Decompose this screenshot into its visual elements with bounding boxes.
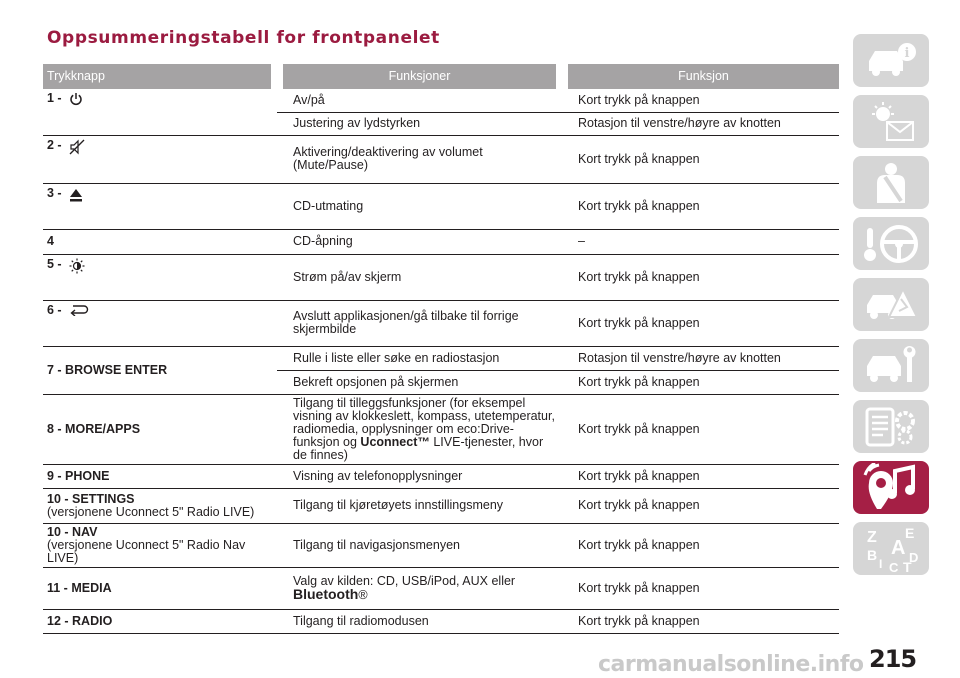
action-cell: Kort trykk på knappen xyxy=(562,254,839,300)
display-brightness-icon xyxy=(69,258,85,274)
action-cell: – xyxy=(562,229,839,254)
function-cell: Av/på xyxy=(277,89,562,112)
key-cell xyxy=(43,488,277,523)
table-row xyxy=(43,464,839,488)
svg-text:B: B xyxy=(867,546,878,563)
function-cell: Justering av lydstyrken xyxy=(277,112,562,135)
action-cell: Kort trykk på knappen xyxy=(562,183,839,229)
key-cell xyxy=(43,89,277,135)
key-label: 6 - xyxy=(47,302,62,317)
key-cell xyxy=(43,523,277,567)
function-cell xyxy=(277,394,562,464)
action-cell: Rotasjon til venstre/høyre av knotten xyxy=(562,346,839,370)
key-cell: 4 xyxy=(43,229,277,254)
key-cell: 12 - RADIO xyxy=(43,609,277,633)
key-label: 10 - NAV xyxy=(47,524,98,539)
key-label: 5 - xyxy=(47,256,62,271)
action-cell: Kort trykk på knappen xyxy=(562,523,839,567)
emergency-icon xyxy=(863,283,919,327)
action-cell: Kort trykk på knappen xyxy=(562,488,839,523)
start-driving-icon xyxy=(861,222,921,266)
action-cell: Kort trykk på knappen xyxy=(562,135,839,183)
back-arrow-icon xyxy=(69,304,89,316)
key-cell xyxy=(43,135,277,183)
svg-text:i: i xyxy=(904,45,910,61)
table-row xyxy=(43,488,839,523)
key-cell: 11 - MEDIA xyxy=(43,567,277,609)
svg-text:T: T xyxy=(903,558,912,574)
key-label: 2 - xyxy=(47,137,62,152)
table-row xyxy=(43,523,839,567)
function-cell: Aktivering/deaktivering av volumet (Mute/Pause) xyxy=(277,135,562,183)
power-icon xyxy=(69,92,83,106)
function-cell xyxy=(277,567,562,609)
table-row xyxy=(43,183,839,229)
function-cell: CD-åpning xyxy=(277,229,562,254)
table-row xyxy=(43,135,839,183)
chapter-tabs xyxy=(853,34,929,583)
index-icon xyxy=(861,524,921,574)
tab-starting-driving[interactable] xyxy=(853,217,929,270)
mute-icon xyxy=(69,139,85,155)
svg-text:E: E xyxy=(905,524,915,541)
maintenance-icon xyxy=(863,344,919,388)
action-cell: Kort trykk på knappen xyxy=(562,464,839,488)
key-cell: 8 - MORE/APPS xyxy=(43,394,277,464)
tab-maintenance[interactable] xyxy=(853,339,929,392)
action-cell: Kort trykk på knappen xyxy=(562,567,839,609)
bluetooth-brand: Bluetooth xyxy=(293,585,359,602)
table-row xyxy=(43,89,839,112)
table-row xyxy=(43,567,839,609)
key-cell xyxy=(43,183,277,229)
action-cell: Kort trykk på knappen xyxy=(562,609,839,633)
function-cell: Rulle i liste eller søke en radiostasjon xyxy=(277,346,562,370)
function-text: ® xyxy=(358,587,368,602)
page-number: 215 xyxy=(869,645,917,673)
tab-emergency[interactable] xyxy=(853,278,929,331)
tab-multimedia[interactable] xyxy=(853,461,929,514)
action-cell: Kort trykk på knappen xyxy=(562,300,839,346)
page-title: Oppsummeringstabell for frontpanelet xyxy=(47,28,440,48)
function-cell: Visning av telefonopplysninger xyxy=(277,464,562,488)
key-label: 1 - xyxy=(47,91,62,105)
key-label: 3 - xyxy=(47,185,62,200)
svg-text:C: C xyxy=(889,559,899,574)
key-sublabel: (versjonene Uconnect 5" Radio LIVE) xyxy=(47,504,255,519)
action-cell: Kort trykk på knappen xyxy=(562,89,839,112)
key-sublabel: (versjonene Uconnect 5" Radio Nav LIVE) xyxy=(47,537,246,565)
action-cell: Kort trykk på knappen xyxy=(562,370,839,394)
table-row xyxy=(43,229,839,254)
key-cell xyxy=(43,300,277,346)
tab-safety[interactable] xyxy=(853,156,929,209)
function-text: Tilgang til tilleggsfunksjoner (for eksempel visning av klokkeslett, kompass, utetemperatur, radiomedia, opplysninger om eco:Drive-funksjon og xyxy=(293,395,555,449)
action-cell: Rotasjon til venstre/høyre av knotten xyxy=(562,112,839,135)
function-cell: Avslutt applikasjonen/gå tilbake til forrige skjermbilde xyxy=(277,300,562,346)
key-cell: 7 - BROWSE ENTER xyxy=(43,346,277,394)
key-cell xyxy=(43,254,277,300)
watermark: carmanualsonline.info xyxy=(598,652,864,677)
function-cell: Tilgang til kjøretøyets innstillingsmeny xyxy=(277,488,562,523)
svg-text:I: I xyxy=(879,556,883,571)
seat-safety-icon xyxy=(863,161,919,205)
technical-data-icon xyxy=(863,405,919,449)
action-cell: Kort trykk på knappen xyxy=(562,394,839,464)
svg-text:D: D xyxy=(909,549,919,565)
svg-text:A: A xyxy=(891,536,906,559)
tab-technical-data[interactable] xyxy=(853,400,929,453)
tab-warning-lights[interactable] xyxy=(853,95,929,148)
front-panel-table xyxy=(43,64,839,634)
header-funksjoner: Funksjoner xyxy=(277,64,562,89)
table-row xyxy=(43,394,839,464)
multimedia-icon xyxy=(863,463,919,513)
uconnect-brand: Uconnect™ xyxy=(360,434,430,449)
tab-car-info[interactable] xyxy=(853,34,929,87)
eject-icon xyxy=(69,187,83,203)
car-info-icon xyxy=(863,41,919,81)
key-cell: 9 - PHONE xyxy=(43,464,277,488)
table-header-row xyxy=(43,64,839,89)
table-row xyxy=(43,346,839,370)
function-text: LIVE-tjenester, hvor de finnes) xyxy=(293,434,544,462)
function-cell: Strøm på/av skjerm xyxy=(277,254,562,300)
header-trykknapp: Trykknapp xyxy=(43,64,277,89)
table-row xyxy=(43,300,839,346)
svg-text:Z: Z xyxy=(867,528,877,546)
function-cell: Tilgang til radiomodusen xyxy=(277,609,562,633)
warning-lights-icon xyxy=(863,100,919,144)
key-label: 10 - SETTINGS xyxy=(47,491,135,506)
function-text: Valg av kilden: CD, USB/iPod, AUX eller xyxy=(293,573,516,588)
table-row xyxy=(43,609,839,633)
function-cell: Bekreft opsjonen på skjermen xyxy=(277,370,562,394)
tab-index[interactable] xyxy=(853,522,929,575)
header-funksjon: Funksjon xyxy=(562,64,839,89)
function-cell: Tilgang til navigasjonsmenyen xyxy=(277,523,562,567)
function-cell: CD-utmating xyxy=(277,183,562,229)
table-row xyxy=(43,254,839,300)
